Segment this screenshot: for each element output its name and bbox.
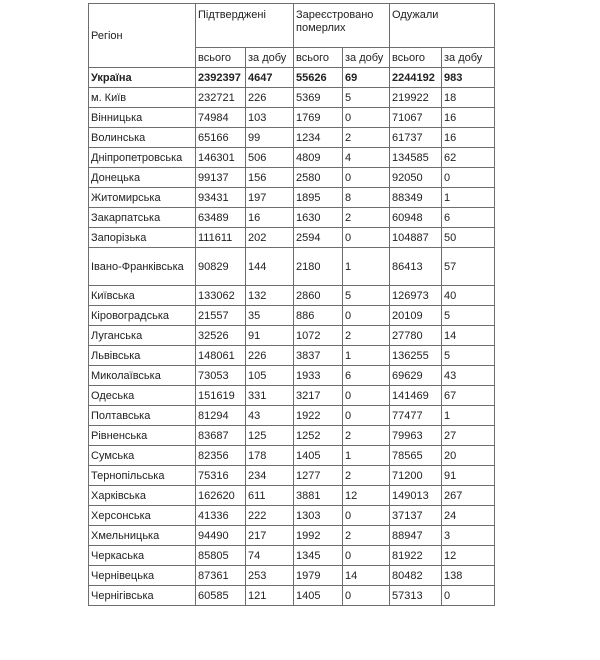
cell-region: Харківська — [89, 486, 196, 506]
cell-recovered-total: 60948 — [390, 208, 442, 228]
cell-confirmed-per-day: 132 — [246, 286, 294, 306]
cell-region: м. Київ — [89, 88, 196, 108]
cell-confirmed-per-day: 74 — [246, 546, 294, 566]
cell-confirmed-total: 90829 — [196, 248, 246, 286]
cell-deaths-total: 1277 — [294, 466, 343, 486]
cell-recovered-total: 134585 — [390, 148, 442, 168]
cell-recovered-total: 61737 — [390, 128, 442, 148]
cell-recovered-per-day: 983 — [442, 68, 495, 88]
table-row — [89, 168, 495, 188]
cell-recovered-per-day: 0 — [442, 168, 495, 188]
cell-recovered-per-day: 24 — [442, 506, 495, 526]
cell-recovered-per-day: 20 — [442, 446, 495, 466]
cell-confirmed-total: 82356 — [196, 446, 246, 466]
cell-deaths-per-day: 2 — [343, 466, 390, 486]
cell-confirmed-per-day: 178 — [246, 446, 294, 466]
cell-recovered-total: 149013 — [390, 486, 442, 506]
cell-confirmed-per-day: 121 — [246, 586, 294, 606]
cell-deaths-per-day: 14 — [343, 566, 390, 586]
header-row-groups — [89, 4, 495, 48]
header-recovered-total: всього — [390, 48, 442, 68]
cell-deaths-total: 5369 — [294, 88, 343, 108]
cell-confirmed-total: 81294 — [196, 406, 246, 426]
cell-deaths-per-day: 8 — [343, 188, 390, 208]
cell-deaths-per-day: 1 — [343, 248, 390, 286]
cell-confirmed-total: 133062 — [196, 286, 246, 306]
cell-recovered-per-day: 6 — [442, 208, 495, 228]
cell-deaths-total: 1895 — [294, 188, 343, 208]
table-row — [89, 286, 495, 306]
cell-deaths-total: 1345 — [294, 546, 343, 566]
cell-deaths-total: 1630 — [294, 208, 343, 228]
cell-confirmed-per-day: 234 — [246, 466, 294, 486]
cell-confirmed-per-day: 226 — [246, 346, 294, 366]
cell-confirmed-per-day: 91 — [246, 326, 294, 346]
cell-confirmed-total: 41336 — [196, 506, 246, 526]
cell-confirmed-total: 151619 — [196, 386, 246, 406]
cell-recovered-per-day: 43 — [442, 366, 495, 386]
cell-deaths-total: 1922 — [294, 406, 343, 426]
table-row — [89, 586, 495, 606]
cell-deaths-per-day: 2 — [343, 326, 390, 346]
table-row — [89, 108, 495, 128]
table-row — [89, 128, 495, 148]
cell-confirmed-total: 83687 — [196, 426, 246, 446]
cell-deaths-total: 1072 — [294, 326, 343, 346]
cell-confirmed-per-day: 202 — [246, 228, 294, 248]
cell-recovered-per-day: 16 — [442, 108, 495, 128]
table-row — [89, 326, 495, 346]
cell-recovered-total: 2244192 — [390, 68, 442, 88]
cell-recovered-per-day: 16 — [442, 128, 495, 148]
cell-deaths-per-day: 5 — [343, 286, 390, 306]
cell-region: Тернопільська — [89, 466, 196, 486]
cell-recovered-per-day: 62 — [442, 148, 495, 168]
cell-recovered-per-day: 5 — [442, 346, 495, 366]
cell-confirmed-total: 2392397 — [196, 68, 246, 88]
cell-confirmed-per-day: 144 — [246, 248, 294, 286]
cell-deaths-total: 1405 — [294, 586, 343, 606]
cell-recovered-per-day: 91 — [442, 466, 495, 486]
header-deaths-total: всього — [294, 48, 343, 68]
cell-region: Рівненська — [89, 426, 196, 446]
cell-deaths-total: 1992 — [294, 526, 343, 546]
cell-recovered-total: 88947 — [390, 526, 442, 546]
table-row — [89, 526, 495, 546]
cell-confirmed-total: 75316 — [196, 466, 246, 486]
cell-recovered-total: 71200 — [390, 466, 442, 486]
cell-recovered-total: 78565 — [390, 446, 442, 466]
cell-deaths-total: 1252 — [294, 426, 343, 446]
cell-deaths-per-day: 4 — [343, 148, 390, 168]
cell-confirmed-per-day: 253 — [246, 566, 294, 586]
cell-region: Черкаська — [89, 546, 196, 566]
cell-deaths-per-day: 0 — [343, 506, 390, 526]
cell-confirmed-per-day: 226 — [246, 88, 294, 108]
cell-confirmed-per-day: 125 — [246, 426, 294, 446]
table-row — [89, 188, 495, 208]
cell-confirmed-total: 232721 — [196, 88, 246, 108]
header-confirmed-total: всього — [196, 48, 246, 68]
cell-deaths-per-day: 0 — [343, 108, 390, 128]
cell-region: Житомирська — [89, 188, 196, 208]
cell-confirmed-per-day: 331 — [246, 386, 294, 406]
table-row-total — [89, 68, 495, 88]
cell-region: Україна — [89, 68, 196, 88]
cell-region: Миколаївська — [89, 366, 196, 386]
header-deaths-per-day: за добу — [343, 48, 390, 68]
cell-recovered-total: 81922 — [390, 546, 442, 566]
cell-recovered-per-day: 1 — [442, 188, 495, 208]
cell-confirmed-per-day: 506 — [246, 148, 294, 168]
cell-region: Луганська — [89, 326, 196, 346]
cell-recovered-total: 79963 — [390, 426, 442, 446]
covid-stats-table — [88, 3, 495, 606]
cell-recovered-total: 86413 — [390, 248, 442, 286]
table-row — [89, 486, 495, 506]
cell-region: Закарпатська — [89, 208, 196, 228]
cell-confirmed-total: 93431 — [196, 188, 246, 208]
cell-deaths-per-day: 0 — [343, 406, 390, 426]
cell-confirmed-total: 60585 — [196, 586, 246, 606]
cell-deaths-total: 3837 — [294, 346, 343, 366]
cell-recovered-per-day: 27 — [442, 426, 495, 446]
cell-deaths-per-day: 2 — [343, 426, 390, 446]
cell-confirmed-total: 85805 — [196, 546, 246, 566]
cell-confirmed-total: 94490 — [196, 526, 246, 546]
table-row — [89, 306, 495, 326]
cell-recovered-per-day: 12 — [442, 546, 495, 566]
table-row — [89, 88, 495, 108]
table-row — [89, 426, 495, 446]
cell-deaths-per-day: 0 — [343, 306, 390, 326]
cell-confirmed-per-day: 43 — [246, 406, 294, 426]
header-confirmed: Підтверджені — [196, 4, 294, 48]
cell-confirmed-per-day: 4647 — [246, 68, 294, 88]
cell-confirmed-total: 21557 — [196, 306, 246, 326]
cell-confirmed-per-day: 35 — [246, 306, 294, 326]
cell-deaths-per-day: 2 — [343, 526, 390, 546]
cell-recovered-per-day: 50 — [442, 228, 495, 248]
cell-recovered-per-day: 5 — [442, 306, 495, 326]
cell-region: Донецька — [89, 168, 196, 188]
header-region: Регіон — [89, 4, 196, 68]
cell-deaths-per-day: 1 — [343, 346, 390, 366]
cell-confirmed-per-day: 105 — [246, 366, 294, 386]
cell-deaths-per-day: 0 — [343, 386, 390, 406]
cell-recovered-total: 126973 — [390, 286, 442, 306]
cell-recovered-total: 20109 — [390, 306, 442, 326]
cell-deaths-total: 55626 — [294, 68, 343, 88]
cell-deaths-per-day: 6 — [343, 366, 390, 386]
cell-recovered-total: 219922 — [390, 88, 442, 108]
cell-confirmed-total: 74984 — [196, 108, 246, 128]
table-row — [89, 466, 495, 486]
header-recovered: Одужали — [390, 4, 495, 48]
header-confirmed-per-day: за добу — [246, 48, 294, 68]
table-row — [89, 366, 495, 386]
cell-confirmed-per-day: 197 — [246, 188, 294, 208]
cell-confirmed-total: 111611 — [196, 228, 246, 248]
cell-recovered-total: 92050 — [390, 168, 442, 188]
table-row — [89, 208, 495, 228]
cell-deaths-total: 1933 — [294, 366, 343, 386]
cell-region: Полтавська — [89, 406, 196, 426]
cell-recovered-total: 88349 — [390, 188, 442, 208]
cell-deaths-per-day: 12 — [343, 486, 390, 506]
cell-confirmed-per-day: 611 — [246, 486, 294, 506]
cell-deaths-per-day: 0 — [343, 228, 390, 248]
cell-deaths-total: 2580 — [294, 168, 343, 188]
cell-region: Одеська — [89, 386, 196, 406]
cell-deaths-per-day: 2 — [343, 128, 390, 148]
cell-deaths-total: 1405 — [294, 446, 343, 466]
cell-recovered-total: 27780 — [390, 326, 442, 346]
cell-confirmed-per-day: 156 — [246, 168, 294, 188]
cell-confirmed-total: 148061 — [196, 346, 246, 366]
cell-recovered-total: 77477 — [390, 406, 442, 426]
cell-deaths-per-day: 5 — [343, 88, 390, 108]
cell-recovered-per-day: 40 — [442, 286, 495, 306]
header-deaths: Зареєстровано померлих — [294, 4, 390, 48]
cell-region: Львівська — [89, 346, 196, 366]
table-row — [89, 546, 495, 566]
cell-region: Вінницька — [89, 108, 196, 128]
cell-confirmed-total: 73053 — [196, 366, 246, 386]
cell-region: Сумська — [89, 446, 196, 466]
cell-recovered-total: 71067 — [390, 108, 442, 128]
cell-deaths-total: 2594 — [294, 228, 343, 248]
cell-recovered-per-day: 0 — [442, 586, 495, 606]
cell-confirmed-per-day: 103 — [246, 108, 294, 128]
cell-region: Дніпропетровська — [89, 148, 196, 168]
table-body — [89, 4, 495, 606]
cell-confirmed-per-day: 217 — [246, 526, 294, 546]
cell-deaths-total: 886 — [294, 306, 343, 326]
cell-deaths-total: 1234 — [294, 128, 343, 148]
cell-region: Хмельницька — [89, 526, 196, 546]
table-row — [89, 506, 495, 526]
cell-recovered-total: 104887 — [390, 228, 442, 248]
cell-confirmed-total: 146301 — [196, 148, 246, 168]
cell-deaths-total: 2180 — [294, 248, 343, 286]
header-recovered-per-day: за добу — [442, 48, 495, 68]
table-row — [89, 248, 495, 286]
cell-confirmed-total: 63489 — [196, 208, 246, 228]
cell-region: Київська — [89, 286, 196, 306]
cell-deaths-total: 1979 — [294, 566, 343, 586]
table-row — [89, 446, 495, 466]
cell-recovered-per-day: 67 — [442, 386, 495, 406]
cell-region: Кіровоградська — [89, 306, 196, 326]
cell-recovered-total: 136255 — [390, 346, 442, 366]
cell-region: Херсонська — [89, 506, 196, 526]
cell-deaths-total: 3217 — [294, 386, 343, 406]
cell-recovered-per-day: 57 — [442, 248, 495, 286]
cell-confirmed-per-day: 16 — [246, 208, 294, 228]
cell-deaths-total: 4809 — [294, 148, 343, 168]
cell-deaths-total: 1303 — [294, 506, 343, 526]
cell-recovered-per-day: 1 — [442, 406, 495, 426]
cell-recovered-per-day: 18 — [442, 88, 495, 108]
cell-recovered-total: 57313 — [390, 586, 442, 606]
cell-confirmed-total: 162620 — [196, 486, 246, 506]
cell-deaths-total: 2860 — [294, 286, 343, 306]
cell-region: Івано-Франківська — [89, 248, 196, 286]
cell-deaths-total: 3881 — [294, 486, 343, 506]
table-row — [89, 566, 495, 586]
cell-recovered-total: 141469 — [390, 386, 442, 406]
cell-confirmed-total: 87361 — [196, 566, 246, 586]
cell-confirmed-total: 65166 — [196, 128, 246, 148]
cell-deaths-per-day: 2 — [343, 208, 390, 228]
cell-recovered-total: 37137 — [390, 506, 442, 526]
table-row — [89, 228, 495, 248]
cell-region: Волинська — [89, 128, 196, 148]
cell-recovered-per-day: 138 — [442, 566, 495, 586]
cell-region: Запорізька — [89, 228, 196, 248]
cell-deaths-per-day: 69 — [343, 68, 390, 88]
cell-confirmed-total: 32526 — [196, 326, 246, 346]
cell-deaths-total: 1769 — [294, 108, 343, 128]
cell-region: Чернігівська — [89, 586, 196, 606]
cell-recovered-per-day: 267 — [442, 486, 495, 506]
cell-confirmed-per-day: 99 — [246, 128, 294, 148]
table-row — [89, 148, 495, 168]
cell-recovered-total: 69629 — [390, 366, 442, 386]
table-row — [89, 406, 495, 426]
cell-deaths-per-day: 0 — [343, 168, 390, 188]
cell-region: Чернівецька — [89, 566, 196, 586]
cell-confirmed-per-day: 222 — [246, 506, 294, 526]
cell-deaths-per-day: 1 — [343, 446, 390, 466]
cell-recovered-per-day: 14 — [442, 326, 495, 346]
cell-recovered-per-day: 3 — [442, 526, 495, 546]
cell-confirmed-total: 99137 — [196, 168, 246, 188]
cell-deaths-per-day: 0 — [343, 546, 390, 566]
table-row — [89, 346, 495, 366]
cell-deaths-per-day: 0 — [343, 586, 390, 606]
table-row — [89, 386, 495, 406]
cell-recovered-total: 80482 — [390, 566, 442, 586]
